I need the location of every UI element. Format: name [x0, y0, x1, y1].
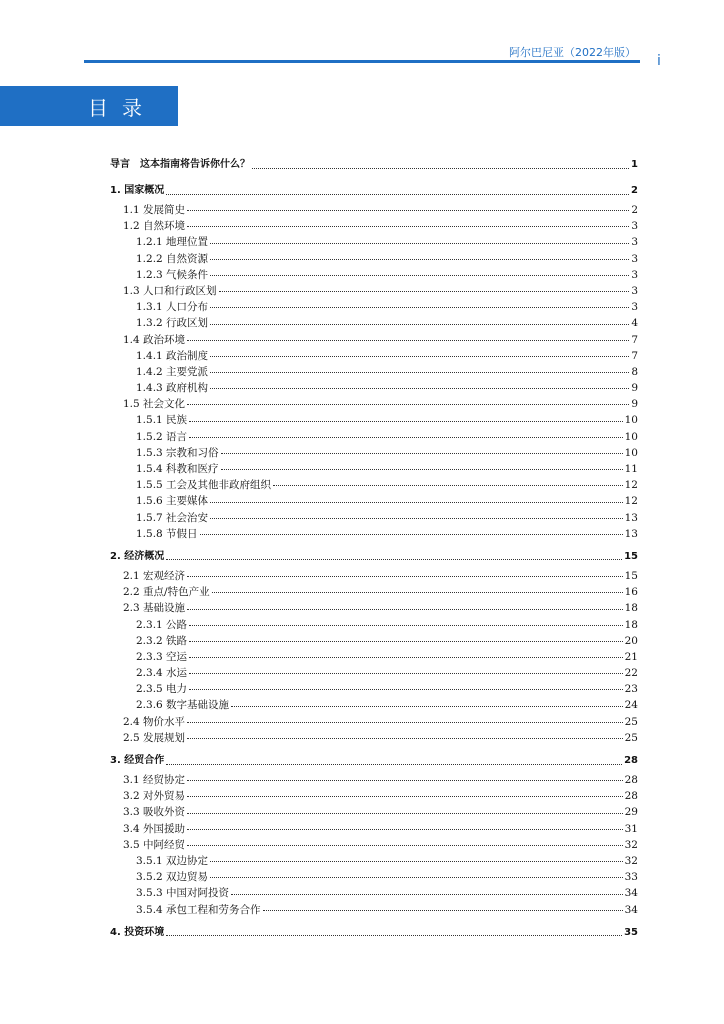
toc-entry-label: 1.5.2 语言	[136, 430, 188, 443]
dot-leader	[187, 730, 623, 739]
toc-entry-label: 3.3 吸收外资	[123, 806, 186, 819]
toc-entry-label: 1.4.2 主要党派	[136, 365, 209, 378]
toc-entry-page: 7	[631, 349, 638, 362]
dot-leader	[210, 299, 629, 308]
toc-entry-label: 1.4 政治环境	[123, 333, 186, 346]
toc-entry[interactable]	[110, 568, 638, 584]
toc-entry-label: 1.5 社会文化	[123, 398, 186, 411]
toc-entry[interactable]	[110, 714, 638, 730]
dot-leader	[189, 681, 623, 690]
dot-leader	[187, 332, 629, 341]
toc-entry[interactable]	[110, 837, 638, 853]
toc-entry[interactable]	[110, 380, 638, 396]
toc-entry[interactable]	[110, 730, 638, 746]
toc-entry-label: 1.5.8 节假日	[136, 527, 198, 540]
toc-entry-label: 3.5.2 双边贸易	[136, 871, 209, 884]
dot-leader	[263, 902, 623, 911]
toc-entry-label: 3.5 中阿经贸	[123, 838, 186, 851]
toc-entry-page: 3	[631, 252, 638, 265]
dot-leader	[187, 396, 629, 405]
dot-leader	[210, 267, 629, 276]
toc-entry-page: 16	[624, 586, 638, 599]
dot-leader	[189, 429, 623, 438]
toc-entry-label: 1.2.3 气候条件	[136, 268, 209, 281]
dot-leader	[210, 251, 629, 260]
toc-entry[interactable]	[110, 251, 638, 267]
toc-entry[interactable]	[110, 584, 638, 600]
toc-entry-page: 12	[624, 495, 638, 508]
toc-entry-page: 12	[624, 479, 638, 492]
dot-leader	[187, 218, 629, 227]
toc-entry[interactable]	[110, 869, 638, 885]
dot-leader	[166, 546, 622, 561]
toc-entry-page: 7	[631, 333, 638, 346]
dot-leader	[210, 348, 629, 357]
toc-entry-label: 1. 国家概况	[110, 185, 165, 196]
dot-leader	[221, 461, 623, 470]
toc-entry[interactable]	[110, 477, 638, 493]
toc-entry-page: 1	[631, 159, 638, 170]
dot-leader	[187, 837, 623, 846]
toc-entry-label: 1.5.7 社会治安	[136, 511, 209, 524]
toc-entry-page: 11	[624, 463, 638, 475]
toc-entry[interactable]	[110, 267, 638, 283]
toc-entry-label: 3.5.1 双边协定	[136, 854, 209, 867]
toc-entry-label: 2.3.3 空运	[136, 650, 188, 663]
toc-entry-label: 1.3 人口和行政区划	[123, 284, 217, 297]
dot-leader	[189, 665, 623, 674]
toc-entry[interactable]	[110, 154, 638, 176]
dot-leader	[210, 869, 623, 878]
toc-entry-label: 2.3.2 铁路	[136, 634, 188, 647]
dot-leader	[166, 922, 622, 937]
toc-heading: 目录	[88, 96, 156, 120]
toc-entry[interactable]	[110, 332, 638, 348]
toc-entry-page: 10	[624, 430, 638, 443]
toc-entry-page: 24	[624, 699, 638, 712]
toc-entry[interactable]	[110, 315, 638, 331]
toc-banner	[0, 86, 178, 126]
toc-entry[interactable]	[110, 412, 638, 428]
dot-leader	[231, 697, 623, 706]
toc-entry-page: 25	[624, 715, 638, 728]
toc-entry-label: 1.4.3 政府机构	[136, 382, 209, 395]
dot-leader	[187, 821, 623, 830]
toc-entry-label: 2.5 发展规划	[123, 731, 186, 744]
toc-entry-label: 1.4.1 政治制度	[136, 349, 209, 362]
dot-leader	[187, 714, 623, 723]
toc-entry-label: 2.3.4 水运	[136, 667, 188, 680]
toc-entry-label: 1.3.1 人口分布	[136, 301, 209, 314]
toc-entry-page: 3	[631, 301, 638, 314]
toc-entry-page: 4	[631, 317, 638, 330]
toc-entry[interactable]	[110, 649, 638, 665]
document-title: 阿尔巴尼亚（2022年版）	[509, 46, 636, 59]
toc-entry[interactable]	[110, 750, 638, 772]
toc-entry[interactable]	[110, 617, 638, 633]
toc-entry[interactable]	[110, 902, 638, 918]
toc-entry[interactable]	[110, 493, 638, 509]
toc-entry-label: 2.4 物价水平	[123, 715, 186, 728]
toc-entry-page: 18	[624, 618, 638, 631]
dot-leader	[210, 853, 623, 862]
toc-entry-label: 2.3.5 电力	[136, 683, 188, 696]
toc-entry-label: 1.5.3 宗教和习俗	[136, 446, 219, 459]
toc-entry-page: 21	[624, 650, 638, 663]
toc-entry-label: 2.3 基础设施	[123, 602, 186, 615]
toc-entry-page: 2	[631, 204, 638, 216]
toc-entry-label: 2.3.6 数字基础设施	[136, 699, 230, 712]
toc-entry-label: 2.2 重点/特色产业	[123, 586, 210, 599]
toc-entry[interactable]	[110, 853, 638, 869]
toc-entry[interactable]	[110, 510, 638, 526]
dot-leader	[189, 649, 623, 658]
toc-entry-page: 3	[631, 236, 638, 249]
toc-entry-label: 4. 投资环境	[110, 926, 165, 938]
toc-entry[interactable]	[110, 772, 638, 788]
toc-entry[interactable]	[110, 364, 638, 380]
toc-entry-page: 28	[624, 790, 638, 803]
toc-entry-page: 18	[624, 602, 638, 615]
toc-entry-label: 2.1 宏观经济	[123, 569, 186, 582]
toc-entry-label: 2. 经济概况	[110, 550, 165, 562]
toc-entry-page: 8	[631, 365, 638, 378]
table-of-contents	[110, 154, 638, 944]
toc-entry[interactable]	[110, 429, 638, 445]
toc-entry-page: 25	[624, 731, 638, 744]
toc-entry-label: 1.2 自然环境	[123, 220, 186, 233]
dot-leader	[252, 154, 629, 169]
toc-entry-label: 3.2 对外贸易	[123, 790, 186, 803]
dot-leader	[189, 617, 623, 626]
toc-entry-page: 13	[624, 511, 638, 524]
dot-leader	[212, 584, 623, 593]
dot-leader	[210, 380, 629, 389]
toc-entry-page: 20	[624, 634, 638, 647]
toc-entry-page: 9	[631, 382, 638, 395]
toc-entry-page: 34	[624, 887, 638, 900]
toc-entry-page: 28	[624, 774, 638, 786]
toc-entry-page: 31	[624, 822, 638, 835]
toc-entry-page: 3	[631, 268, 638, 281]
toc-entry-page: 9	[631, 398, 638, 411]
dot-leader	[210, 493, 623, 502]
toc-entry[interactable]	[110, 885, 638, 901]
toc-entry-label: 1.5.1 民族	[136, 414, 188, 427]
toc-entry-page: 10	[624, 414, 638, 427]
toc-entry-page: 32	[624, 838, 638, 851]
dot-leader	[221, 445, 623, 454]
toc-entry-page: 33	[624, 871, 638, 884]
toc-entry-label: 2.3.1 公路	[136, 618, 188, 631]
toc-entry[interactable]	[110, 633, 638, 649]
dot-leader	[210, 234, 629, 243]
toc-entry[interactable]	[110, 202, 638, 218]
dot-leader	[166, 180, 629, 195]
dot-leader	[187, 772, 623, 781]
toc-entry[interactable]	[110, 461, 638, 477]
dot-leader	[210, 315, 629, 324]
toc-entry[interactable]	[110, 348, 638, 364]
toc-entry-label: 3.5.4 承包工程和劳务合作	[136, 903, 261, 916]
toc-entry-page: 32	[624, 854, 638, 867]
toc-entry-label: 3.4 外国援助	[123, 822, 186, 835]
dot-leader	[166, 750, 622, 765]
toc-entry-page: 2	[631, 185, 638, 196]
dot-leader	[189, 633, 623, 642]
dot-leader	[187, 568, 623, 577]
toc-entry[interactable]	[110, 283, 638, 299]
toc-entry[interactable]	[110, 788, 638, 804]
toc-entry-page: 22	[624, 667, 638, 680]
toc-entry[interactable]	[110, 396, 638, 412]
dot-leader	[210, 510, 623, 519]
toc-entry-label: 1.2.2 自然资源	[136, 252, 209, 265]
toc-entry-page: 13	[624, 527, 638, 540]
toc-entry-page: 28	[624, 755, 638, 766]
toc-entry[interactable]	[110, 526, 638, 542]
dot-leader	[273, 477, 623, 486]
toc-entry[interactable]	[110, 546, 638, 568]
toc-entry[interactable]	[110, 665, 638, 681]
toc-entry-page: 10	[624, 446, 638, 459]
toc-entry[interactable]	[110, 922, 638, 944]
toc-entry-label: 1.5.4 科教和医疗	[136, 463, 219, 475]
toc-entry-page: 34	[624, 903, 638, 916]
toc-entry-label: 3.1 经贸协定	[123, 774, 186, 786]
toc-entry[interactable]	[110, 804, 638, 820]
toc-entry[interactable]	[110, 445, 638, 461]
toc-entry[interactable]	[110, 600, 638, 616]
dot-leader	[187, 788, 623, 797]
dot-leader	[231, 885, 623, 894]
page-number: i	[657, 53, 661, 69]
toc-entry-page: 29	[624, 806, 638, 819]
toc-entry-page: 3	[631, 284, 638, 297]
dot-leader	[200, 526, 623, 535]
toc-entry[interactable]	[110, 697, 638, 713]
header-rule	[84, 60, 640, 63]
toc-entry-page: 35	[624, 926, 638, 938]
toc-entry[interactable]	[110, 681, 638, 697]
toc-entry[interactable]	[110, 180, 638, 202]
toc-entry[interactable]	[110, 299, 638, 315]
dot-leader	[189, 412, 623, 421]
toc-entry[interactable]	[110, 821, 638, 837]
dot-leader	[187, 202, 629, 211]
toc-entry-page: 15	[624, 569, 638, 582]
toc-entry-label: 3.5.3 中国对阿投资	[136, 887, 230, 900]
toc-entry-label: 1.5.6 主要媒体	[136, 495, 209, 508]
toc-entry[interactable]	[110, 234, 638, 250]
toc-entry-label: 1.3.2 行政区划	[136, 317, 209, 330]
toc-entry-label: 1.1 发展简史	[123, 204, 186, 216]
toc-entry[interactable]	[110, 218, 638, 234]
toc-entry-page: 23	[624, 683, 638, 696]
toc-entry-label: 1.5.5 工会及其他非政府组织	[136, 479, 272, 492]
toc-entry-page: 3	[631, 220, 638, 233]
toc-entry-page: 15	[624, 550, 638, 562]
dot-leader	[187, 804, 623, 813]
dot-leader	[219, 283, 630, 292]
dot-leader	[210, 364, 629, 373]
toc-entry-label: 1.2.1 地理位置	[136, 236, 209, 249]
toc-entry-label: 3. 经贸合作	[110, 755, 165, 766]
dot-leader	[187, 600, 623, 609]
toc-entry-label: 导言 这本指南将告诉你什么？	[110, 159, 250, 170]
